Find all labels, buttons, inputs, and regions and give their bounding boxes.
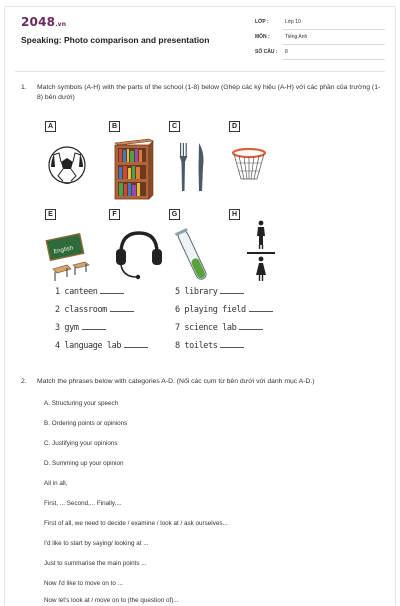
symbol-grid — [45, 121, 285, 291]
meta-subject: MÔN : Tiếng Anh — [255, 32, 385, 45]
symbol-b: B — [109, 121, 167, 201]
symbol-g: G — [169, 209, 227, 289]
answer-blank[interactable] — [124, 347, 148, 348]
symbol-d: D — [229, 121, 287, 201]
phrase-item: Just to summarise the main points ... — [44, 560, 147, 567]
list-item: 7 science lab — [175, 323, 263, 333]
worksheet-header — [5, 7, 397, 67]
toilet-sign-icon — [229, 219, 287, 289]
phrase-item: First, ... Second,... Finally,... — [44, 500, 122, 507]
list-item: 4 language lab — [55, 341, 148, 351]
list-item: 6 playing field — [175, 305, 273, 315]
answer-blank[interactable] — [239, 329, 263, 330]
answer-blank[interactable] — [82, 329, 106, 330]
phrase-item: Now I'd like to move on to ... — [44, 580, 123, 587]
question-1: 1. Match symbols (A-H) with the parts of the school (1-8) below (Ghép các ký hiệu (A-H) với các phần của trường (1-8) bên dưới) — [21, 84, 381, 101]
phrase-item: I'd like to start by saying/ looking at ... — [44, 540, 149, 547]
basketball-hoop-icon — [229, 131, 287, 201]
category-d: D. Summing up your opinion — [44, 460, 124, 467]
answer-blank[interactable] — [100, 293, 124, 294]
list-item: 1 canteen — [55, 287, 124, 297]
symbol-h: H — [229, 209, 287, 289]
soccer-ball-icon — [45, 131, 103, 201]
category-a: A. Structuring your speech — [44, 400, 119, 407]
symbol-c: C — [169, 121, 227, 201]
list-item: 3 gym — [55, 323, 106, 333]
answer-blank[interactable] — [249, 311, 273, 312]
list-item: 5 library — [175, 287, 244, 297]
list-item: 2 classroom — [55, 305, 134, 315]
symbol-e: E English — [45, 209, 103, 289]
list-item: 8 toilets — [175, 341, 244, 351]
category-c: C. Justifying your opinions — [44, 440, 118, 447]
phrase-item: All in all, — [44, 480, 68, 487]
page-title: Speaking: Photo comparison and presentation — [21, 35, 210, 45]
answer-blank[interactable] — [220, 293, 244, 294]
header-divider — [15, 71, 385, 72]
category-b: B. Ordering points or opinions — [44, 420, 128, 427]
test-tube-icon — [169, 219, 227, 289]
answer-blank[interactable] — [220, 347, 244, 348]
board-text: English — [53, 245, 74, 256]
phrase-item: First of all, we need to decide / examine / look at / ask ourselves... — [44, 520, 228, 527]
classroom-board-icon — [45, 219, 103, 289]
answer-blank[interactable] — [110, 311, 134, 312]
meta-class: LỚP : Lớp 10 — [255, 17, 385, 30]
question-2: 2. Match the phrases below with categories A-D. (Nối các cụm từ bên dưới với danh mục A-D.) — [21, 378, 315, 385]
bookshelf-icon — [109, 131, 167, 201]
symbol-a: A — [45, 121, 103, 201]
meta-question-count: SỐ CÂU : 8 — [255, 47, 385, 60]
headset-icon — [109, 219, 167, 289]
symbol-f: F — [109, 209, 167, 289]
worksheet — [4, 6, 396, 606]
site-logo[interactable]: 2048.vn — [21, 15, 67, 29]
fork-knife-icon — [169, 131, 227, 201]
phrase-item: Now let's look at / move on to (the question of)... — [44, 597, 179, 604]
